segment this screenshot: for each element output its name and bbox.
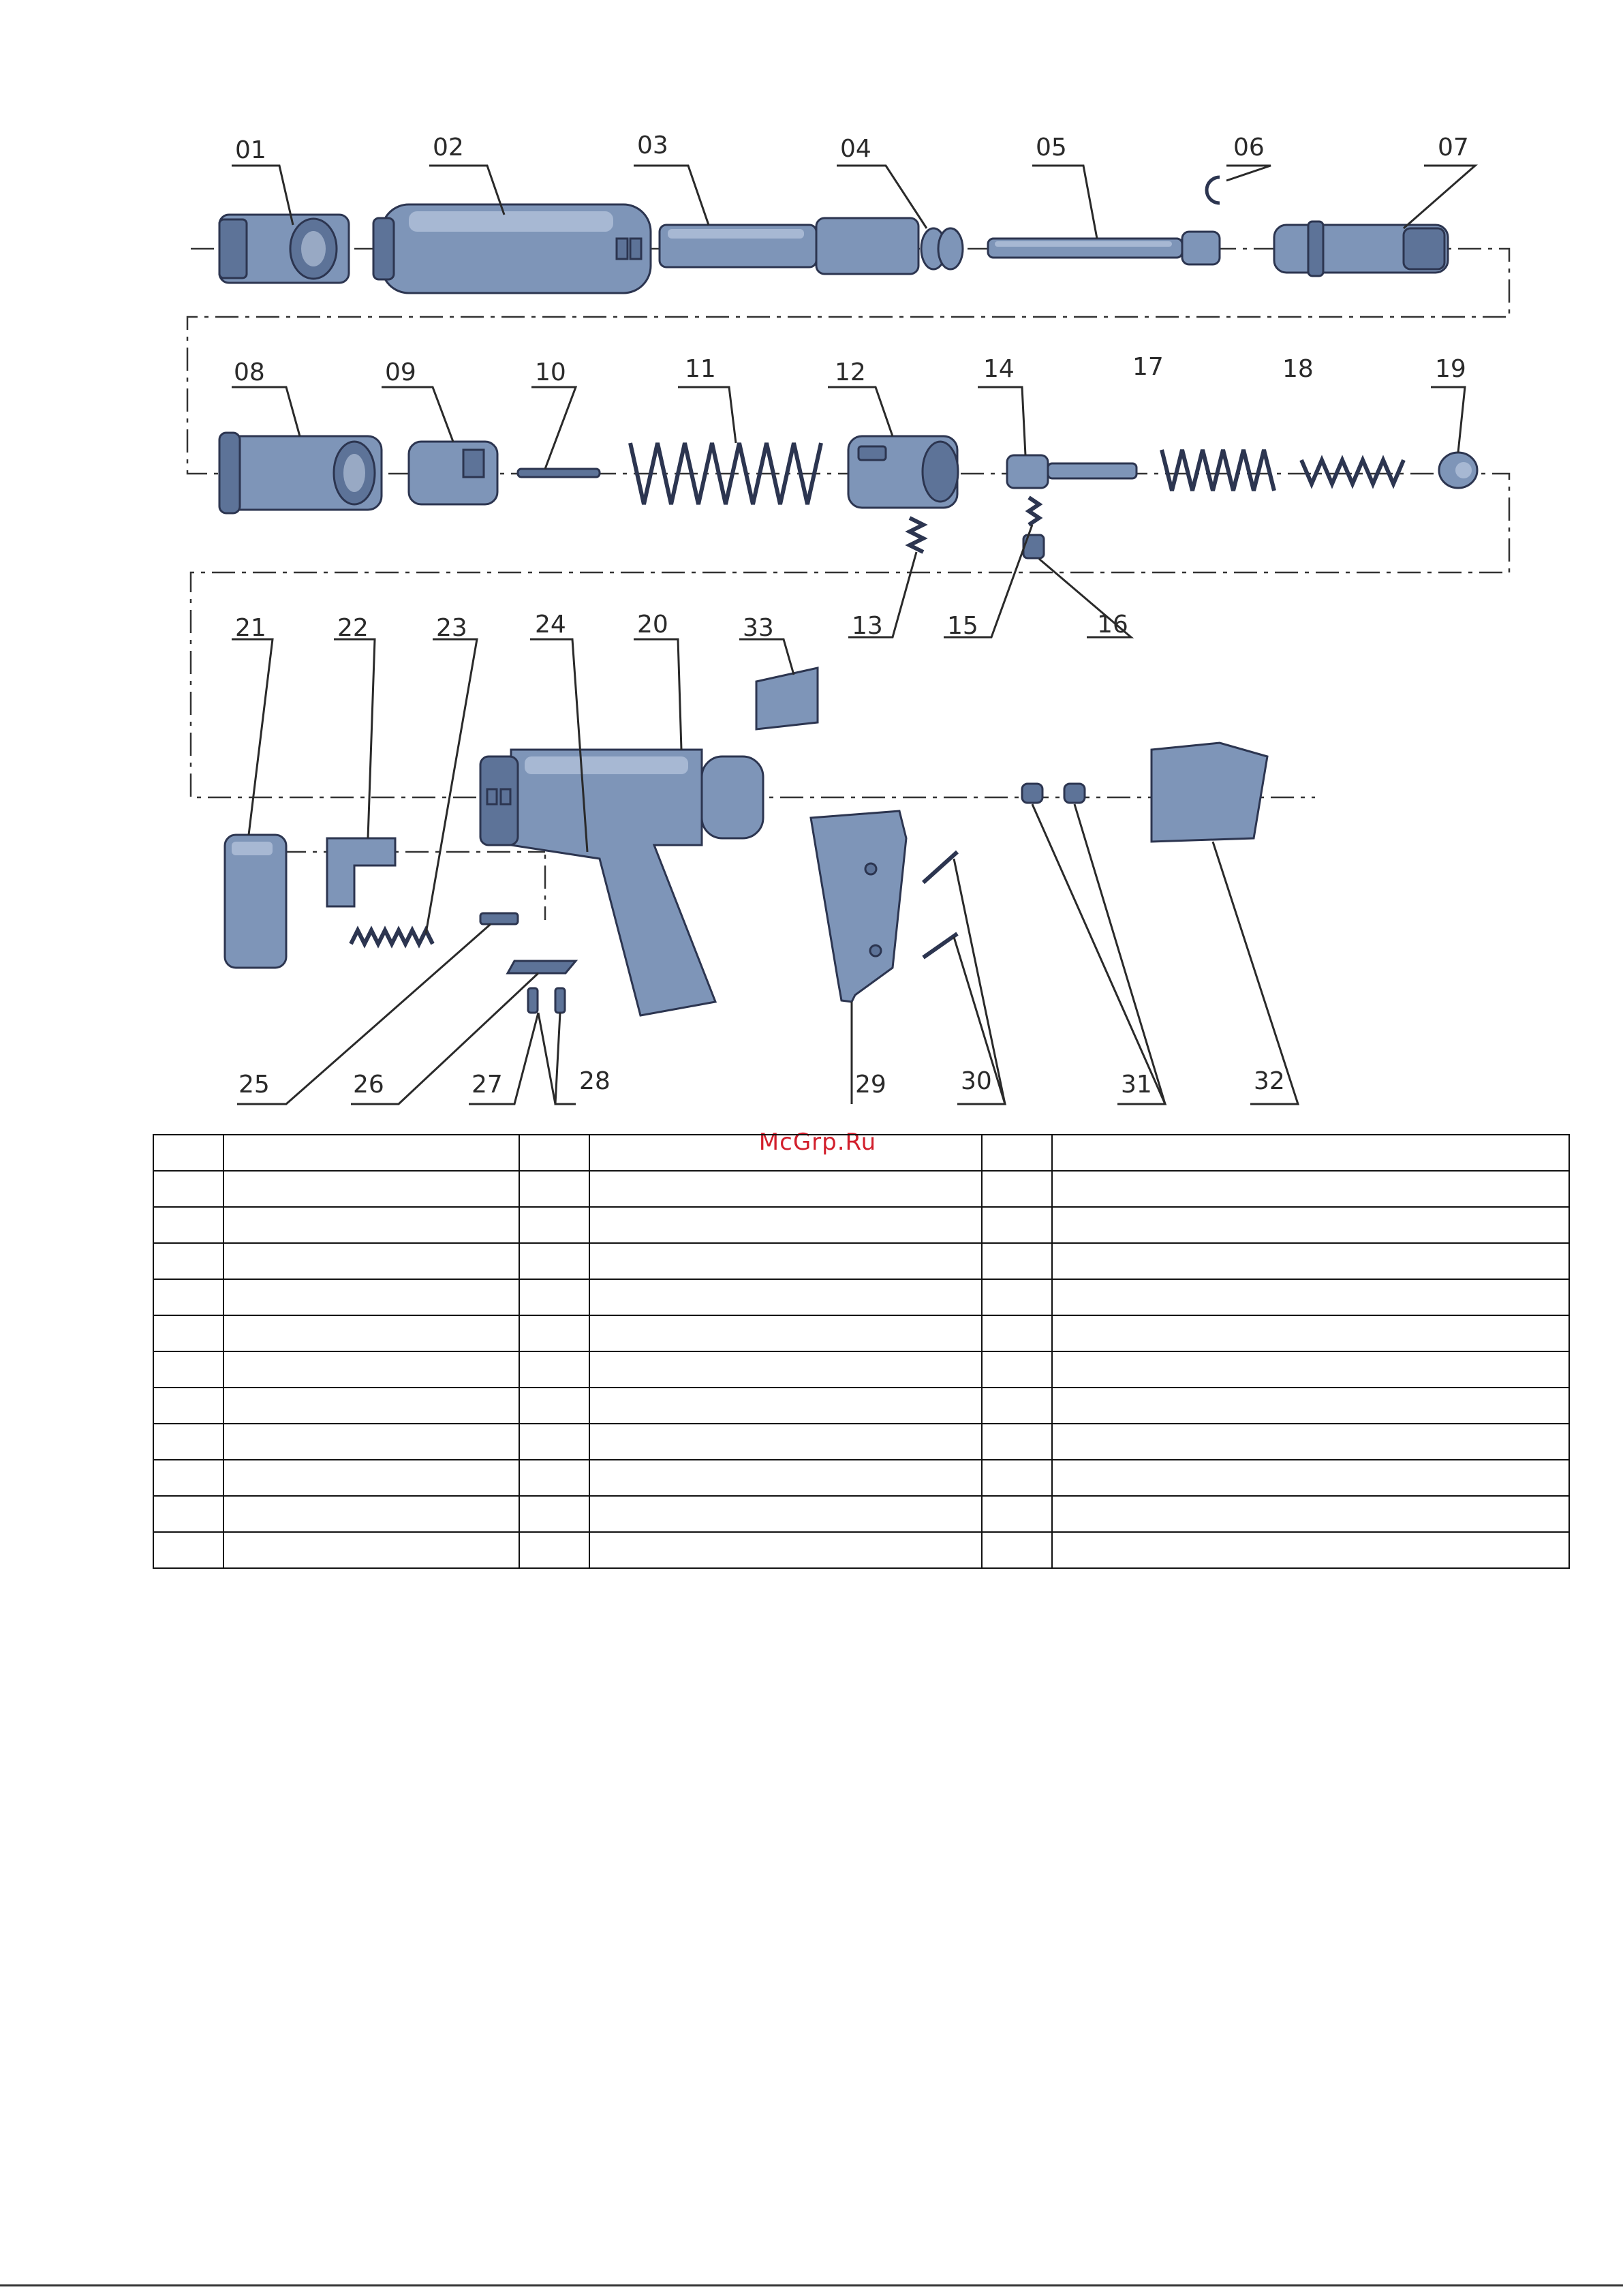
- table-row: [153, 1171, 1569, 1207]
- part-05-piston-rod: [988, 232, 1220, 264]
- label-06: 06: [1233, 134, 1265, 162]
- label-10: 10: [535, 358, 566, 386]
- table-row: [153, 1424, 1569, 1460]
- table-row: [153, 1496, 1569, 1532]
- part-14-firing-pin: [1007, 455, 1137, 488]
- part-19-cap: [1439, 453, 1477, 488]
- part-33-bracket: [756, 668, 818, 729]
- part-17-spring: [1162, 450, 1274, 491]
- part-06-snap-ring: [1207, 177, 1220, 203]
- part-21-magazine-cap: [225, 835, 286, 968]
- watermark: McGrp.Ru: [758, 1129, 877, 1156]
- label-12: 12: [835, 358, 866, 386]
- table-row: [153, 1243, 1569, 1279]
- label-14: 14: [983, 355, 1015, 383]
- label-32: 32: [1254, 1067, 1285, 1095]
- label-19: 19: [1435, 355, 1466, 383]
- table-row: [153, 1279, 1569, 1315]
- label-25: 25: [238, 1071, 270, 1099]
- parts-table-body: [153, 1135, 1569, 1568]
- table-row: [153, 1388, 1569, 1424]
- label-33: 33: [743, 614, 774, 642]
- label-17: 17: [1132, 353, 1164, 381]
- part-12-spring-guide: [848, 436, 958, 508]
- parts-table: [153, 1134, 1570, 1569]
- part-27-28-screws: [528, 988, 565, 1013]
- label-20: 20: [637, 611, 668, 639]
- label-05: 05: [1036, 134, 1067, 162]
- part-02-barrel-sleeve: [373, 204, 651, 293]
- part-13-small-spring: [910, 518, 923, 552]
- label-22: 22: [337, 614, 369, 642]
- bottom-rule: [0, 2284, 1623, 2286]
- label-26: 26: [353, 1071, 384, 1099]
- label-31: 31: [1121, 1071, 1152, 1099]
- label-02: 02: [433, 134, 464, 162]
- part-26-plate: [508, 961, 576, 973]
- part-01-nozzle: [219, 215, 349, 283]
- label-11: 11: [685, 355, 716, 383]
- table-row: [153, 1532, 1569, 1568]
- label-27: 27: [472, 1071, 503, 1099]
- table-row: [153, 1315, 1569, 1351]
- label-07: 07: [1438, 134, 1469, 162]
- label-08: 08: [234, 358, 265, 386]
- part-09-collar: [409, 442, 497, 504]
- table-row: [153, 1351, 1569, 1388]
- part-25-trigger-pin: [480, 913, 518, 924]
- part-10-pin: [518, 469, 600, 477]
- label-15: 15: [947, 612, 978, 640]
- label-04: 04: [840, 135, 871, 163]
- table-row: [153, 1135, 1569, 1171]
- label-21: 21: [235, 614, 266, 642]
- part-31-nuts: [1022, 784, 1085, 803]
- part-08-bushing: [219, 433, 382, 513]
- label-01: 01: [235, 136, 266, 164]
- part-07-receiver: [1274, 221, 1448, 276]
- label-29: 29: [855, 1071, 886, 1099]
- part-29-grip-panel: [811, 811, 906, 1002]
- part-22-latch: [327, 838, 395, 906]
- table-row: [153, 1207, 1569, 1243]
- part-23-latch-spring: [351, 930, 433, 944]
- label-09: 09: [385, 358, 416, 386]
- part-32-rear-cap: [1151, 743, 1267, 842]
- part-15-pin-spring: [1029, 498, 1039, 525]
- label-03: 03: [637, 132, 668, 159]
- part-30-grip-screws: [923, 852, 957, 958]
- label-23: 23: [436, 614, 467, 642]
- label-24: 24: [535, 611, 566, 639]
- label-16: 16: [1097, 611, 1128, 639]
- part-03-barrel: [660, 218, 918, 274]
- label-13: 13: [852, 612, 883, 640]
- label-30: 30: [961, 1067, 992, 1095]
- part-20-housing: [480, 750, 763, 1015]
- label-18: 18: [1282, 355, 1314, 383]
- part-04-ring: [921, 228, 963, 269]
- table-row: [153, 1460, 1569, 1496]
- part-18-spring: [1301, 460, 1404, 484]
- exploded-parts-diagram: [0, 0, 1623, 1124]
- label-28: 28: [579, 1067, 610, 1095]
